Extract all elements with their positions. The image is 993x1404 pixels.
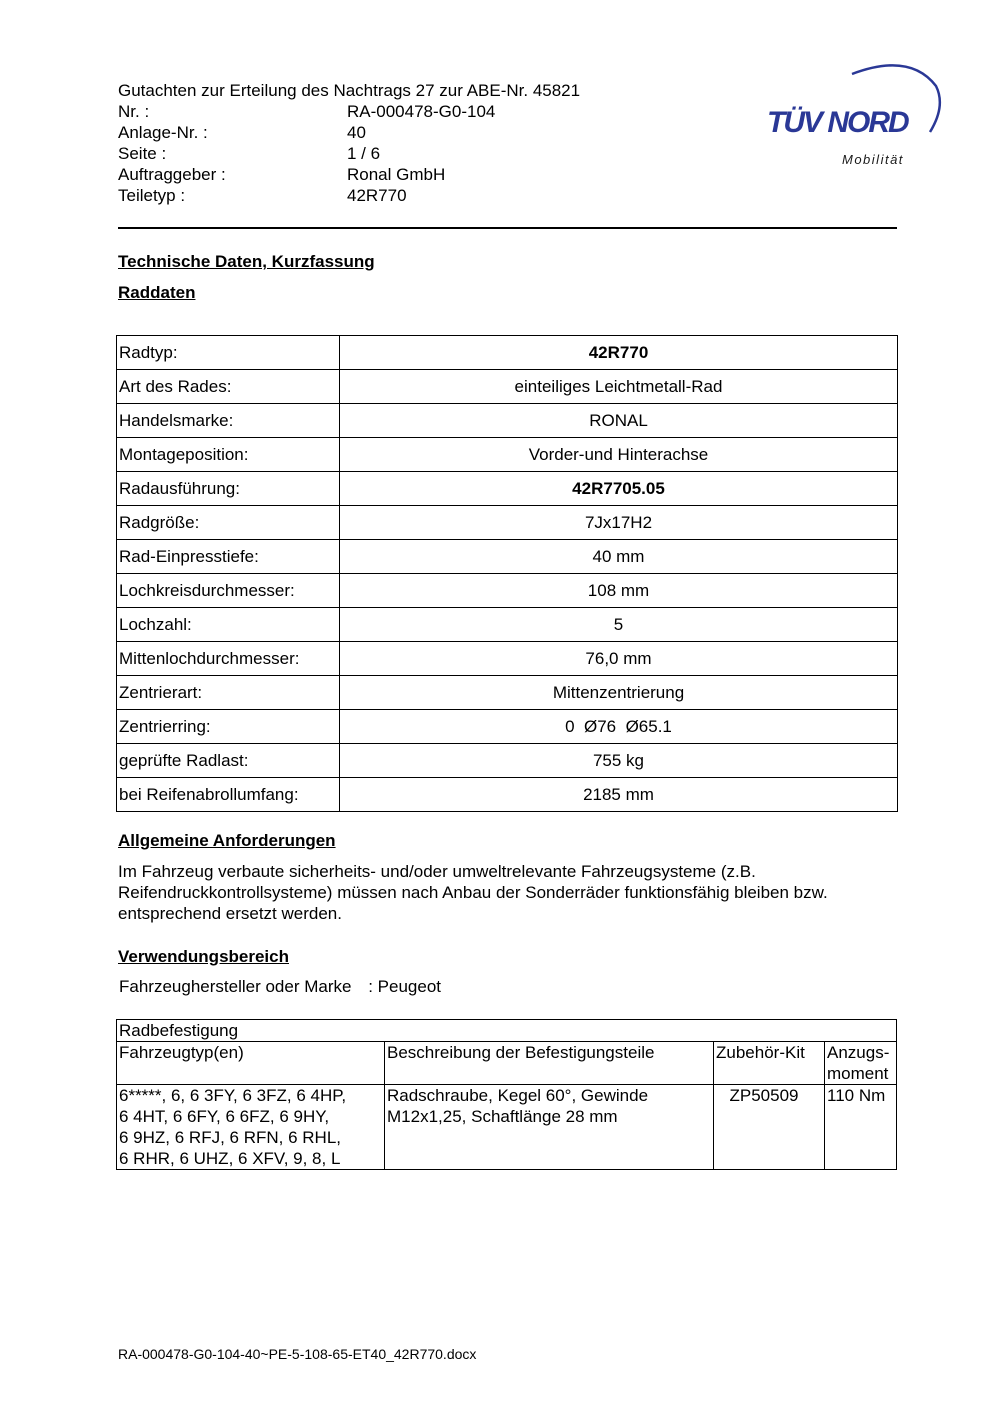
row-value: einteiliges Leichtmetall-Rad xyxy=(340,370,898,404)
row-value: Mittenzentrierung xyxy=(340,676,898,710)
cell-line: 6 RHR, 6 UHZ, 6 XFV, 9, 8, L xyxy=(119,1149,341,1168)
cell-line: Radschraube, Kegel 60°, Gewinde xyxy=(387,1086,649,1105)
row-label: Handelsmarke: xyxy=(117,404,340,438)
beschreibung-cell xyxy=(385,1085,714,1170)
header-field-anlage xyxy=(118,122,580,143)
row-value: 7Jx17H2 xyxy=(340,506,898,540)
header-value: 1 / 6 xyxy=(347,144,381,163)
row-label: Lochkreisdurchmesser: xyxy=(117,574,340,608)
row-value: 76,0 mm xyxy=(340,642,898,676)
header-value: 40 xyxy=(347,123,366,142)
row-value: 108 mm xyxy=(340,574,898,608)
row-label: Zentrierart: xyxy=(117,676,340,710)
row-label: Mittenlochdurchmesser: xyxy=(117,642,340,676)
table-row xyxy=(117,472,898,506)
row-value: RONAL xyxy=(340,404,898,438)
row-label: bei Reifenabrollumfang: xyxy=(117,778,340,812)
row-value: 42R770 xyxy=(340,336,898,370)
row-value: 42R7705.05 xyxy=(340,472,898,506)
logo-subtitle: Mobilität xyxy=(842,152,904,167)
row-value: 755 kg xyxy=(340,744,898,778)
column-header: Beschreibung der Befestigungsteile xyxy=(385,1042,714,1085)
cell-line: M12x1,25, Schaftlänge 28 mm xyxy=(387,1107,618,1126)
cell-line: 6 4HT, 6 6FY, 6 6FZ, 6 9HY, xyxy=(119,1107,330,1126)
hersteller-label: Fahrzeughersteller oder Marke xyxy=(119,977,352,996)
table-row xyxy=(117,608,898,642)
row-label: Montageposition: xyxy=(117,438,340,472)
table-header-row xyxy=(117,1042,897,1085)
hersteller-separator: : xyxy=(368,977,373,996)
table-row xyxy=(117,404,898,438)
header-label: Seite : xyxy=(118,144,167,163)
header-field-auftraggeber xyxy=(118,164,580,185)
hersteller-line xyxy=(119,977,441,997)
row-value: 2185 mm xyxy=(340,778,898,812)
row-label: Radtyp: xyxy=(117,336,340,370)
section-heading-technische-daten: Technische Daten, Kurzfassung xyxy=(118,252,375,271)
cell-line: 6 9HZ, 6 RFJ, 6 RFN, 6 RHL, xyxy=(119,1128,341,1147)
table-row xyxy=(117,540,898,574)
table-row xyxy=(117,336,898,370)
section-heading-verwendung: Verwendungsbereich xyxy=(118,947,289,966)
section-heading-allgemeine: Allgemeine Anforderungen xyxy=(118,831,336,850)
row-value: Vorder-und Hinterachse xyxy=(340,438,898,472)
row-label: Lochzahl: xyxy=(117,608,340,642)
tuev-nord-logo xyxy=(760,56,950,176)
row-label: geprüfte Radlast: xyxy=(117,744,340,778)
header-label: Teiletyp : xyxy=(118,186,186,205)
table-title: Radbefestigung xyxy=(117,1020,897,1042)
table-row xyxy=(117,642,898,676)
table-title-row xyxy=(117,1020,897,1042)
table-row xyxy=(117,778,898,812)
document-header xyxy=(118,80,580,206)
column-header: Fahrzeugtyp(en) xyxy=(117,1042,385,1085)
header-field-nr xyxy=(118,101,580,122)
header-label: Anlage-Nr. : xyxy=(118,123,208,142)
allgemeine-paragraph: Im Fahrzeug verbaute sicherheits- und/oder umweltrelevante Fahrzeugsysteme (z.B. Reifendruckkontrollsysteme) müssen nach Anbau der Sonderräder funktionsfähig bleiben bzw. entsprechend ersetzt werden. xyxy=(118,862,828,923)
row-label: Radgröße: xyxy=(117,506,340,540)
header-label: Nr. : xyxy=(118,102,150,121)
hersteller-value: Peugeot xyxy=(377,977,441,996)
header-line: moment xyxy=(827,1064,889,1083)
row-value: 5 xyxy=(340,608,898,642)
raddaten-table xyxy=(116,335,898,812)
header-field-teiletyp xyxy=(118,185,580,206)
row-label: Zentrierring: xyxy=(117,710,340,744)
column-header: Zubehör-Kit xyxy=(714,1042,825,1085)
table-row xyxy=(117,710,898,744)
table-row xyxy=(117,506,898,540)
footer-filename: RA-000478-G0-104-40~PE-5-108-65-ET40_42R770.docx xyxy=(118,1346,477,1362)
header-value: RA-000478-G0-104 xyxy=(347,102,496,121)
document-title: Gutachten zur Erteilung des Nachtrags 27 zur ABE-Nr. 45821 xyxy=(118,81,581,100)
row-label: Radausführung: xyxy=(117,472,340,506)
header-line: Anzugs- xyxy=(827,1043,890,1062)
header-field-seite xyxy=(118,143,580,164)
table-row xyxy=(117,744,898,778)
table-row xyxy=(117,1085,897,1170)
row-label: Art des Rades: xyxy=(117,370,340,404)
row-label: Rad-Einpresstiefe: xyxy=(117,540,340,574)
fahrzeugtypen-cell xyxy=(117,1085,385,1170)
table-row xyxy=(117,574,898,608)
header-value: 42R770 xyxy=(347,186,407,205)
table-row xyxy=(117,676,898,710)
cell-line: 6*****, 6, 6 3FY, 6 3FZ, 6 4HP, xyxy=(119,1086,347,1105)
logo-wordmark: TÜV NORD xyxy=(767,106,908,139)
radbefestigung-table xyxy=(116,1019,897,1170)
header-divider xyxy=(118,227,897,229)
header-label: Auftraggeber : xyxy=(118,165,226,184)
header-value: Ronal GmbH xyxy=(347,165,446,184)
table-row xyxy=(117,438,898,472)
row-value: 0 Ø76 Ø65.1 xyxy=(340,710,898,744)
section-heading-raddaten: Raddaten xyxy=(118,283,196,302)
column-header-anzugsmoment xyxy=(825,1042,897,1085)
kit-cell: ZP50509 xyxy=(714,1085,825,1170)
table-row xyxy=(117,370,898,404)
row-value: 40 mm xyxy=(340,540,898,574)
moment-cell: 110 Nm xyxy=(825,1085,897,1170)
